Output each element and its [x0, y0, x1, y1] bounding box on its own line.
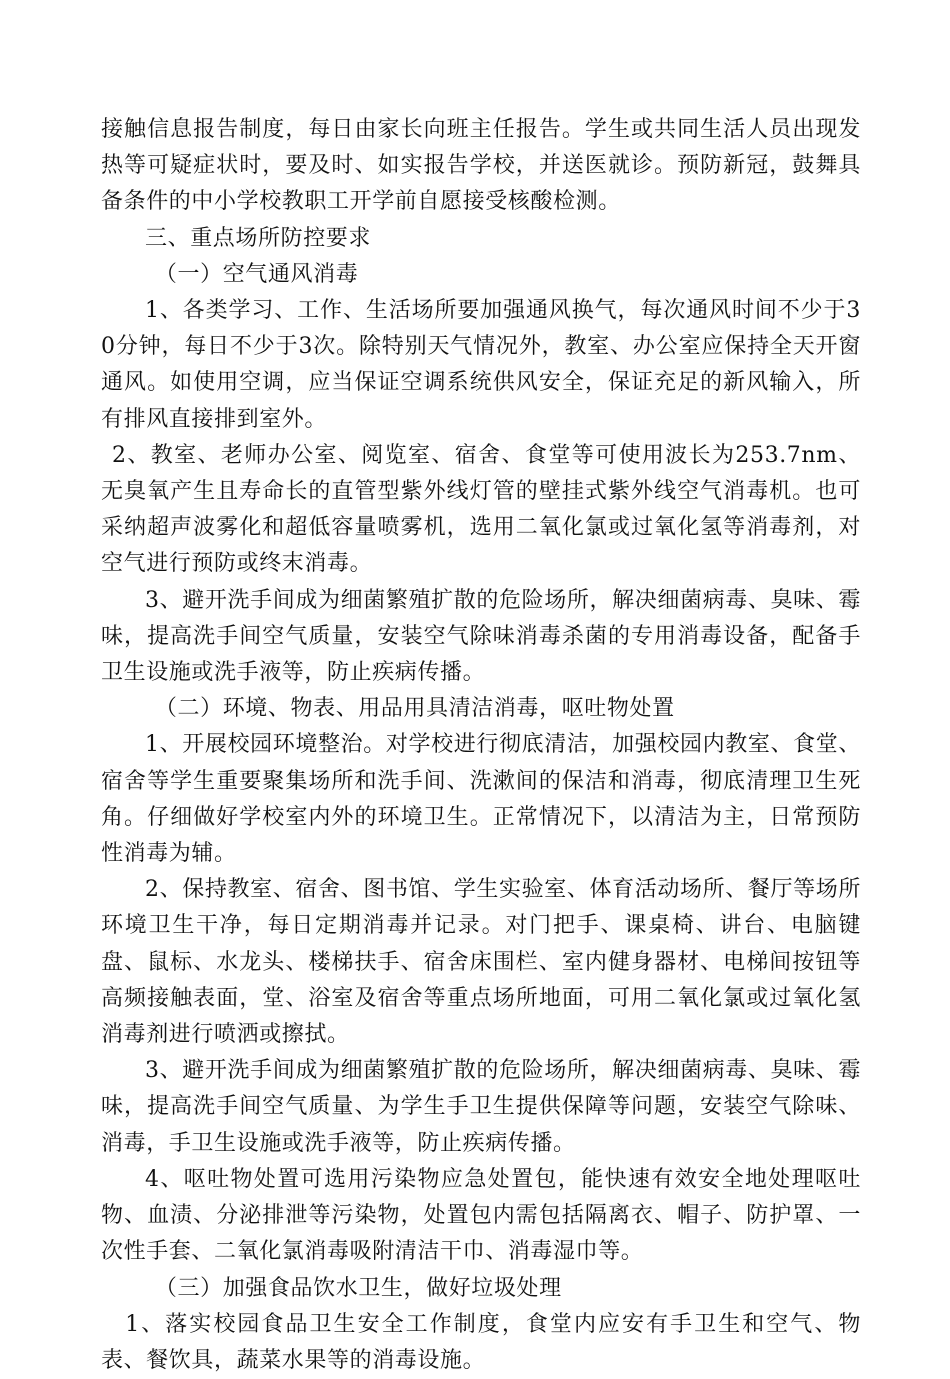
subheading-food: （三）加强食品饮水卫生，做好垃圾处理	[154, 1275, 562, 1301]
paragraph-cleaning-2: 2、保持教室、宿舍、图书馆、学生实验室、体育活动场所、餐厅等场所环境卫生干净，每日定期消毒并记录。对门把手、课桌椅、讲台、电脑键盘、鼠标、水龙头、楼梯扶手、宿舍床围栏、室内健身器材、电梯间按钮等高频接触表面，堂、浴室及宿舍等重点场所地面，可用二氧化氯或过氧化氢消毒剂进行喷洒或擦拭。	[101, 877, 861, 1048]
subheading-cleaning: （二）环境、物表、用品用具清洁消毒，呕吐物处置	[154, 696, 675, 722]
document-body	[101, 112, 861, 1379]
subheading-ventilation: （一）空气通风消毒	[154, 261, 359, 287]
paragraph-cleaning-4: 4、呕吐物处置可选用污染物应急处置包，能快速有效安全地处理呕吐物、血渍、分泌排泄等污染物，处置包内需包括隔离衣、帽子、防护罩、一次性手套、二氧化氯消毒吸附清洁干巾、消毒湿巾等。	[101, 1166, 861, 1265]
paragraph-reporting: 接触信息报告制度，每日由家长向班主任报告。学生或共同生活人员出现发热等可疑症状时，要及时、如实报告学校，并送医就诊。预防新冠，鼓舞具备条件的中小学校教职工开学前自愿接受核酸检测。	[101, 117, 861, 215]
paragraph-ventilation-1: 1、各类学习、工作、生活场所要加强通风换气，每次通风时间不少于30分钟，每日不少于3次。除特别天气情况外，教室、办公室应保持全天开窗通风。如使用空调，应当保证空调系统供风安全，保证充足的新风输入，所有排风直接排到室外。	[101, 298, 861, 432]
paragraph-ventilation-2: 2、教室、老师办公室、阅览室、宿舍、食堂等可使用波长为253.7nm、无臭氧产生且寿命长的直管型紫外线灯管的壁挂式紫外线空气消毒机。也可采纳超声波雾化和超低容量喷雾机，选用二氧化氯或过氧化氢等消毒剂，对空气进行预防或终末消毒。	[101, 442, 861, 577]
section-heading-key-places: 三、重点场所防控要求	[145, 225, 372, 251]
paragraph-food-1: 1、落实校园食品卫生安全工作制度，食堂内应安有手卫生和空气、物表、餐饮具，蔬菜水果等的消毒设施。	[101, 1311, 861, 1373]
paragraph-cleaning-3: 3、避开洗手间成为细菌繁殖扩散的危险场所，解决细菌病毒、臭味、霉味，提高洗手间空气质量、为学生手卫生提供保障等问题，安装空气除味、消毒，手卫生设施或洗手液等，防止疾病传播。	[101, 1058, 861, 1156]
paragraph-cleaning-1: 1、开展校园环境整治。对学校进行彻底清洁，加强校园内教室、食堂、宿舍等学生重要聚集场所和洗手间、洗漱间的保洁和消毒，彻底清理卫生死角。仔细做好学校室内外的环境卫生。正常情况下，以清洁为主，日常预防性消毒为辅。	[101, 732, 861, 867]
paragraph-ventilation-3: 3、避开洗手间成为细菌繁殖扩散的危险场所，解决细菌病毒、臭味、霉味，提高洗手间空气质量，安装空气除味消毒杀菌的专用消毒设备，配备手卫生设施或洗手液等，防止疾病传播。	[101, 587, 861, 686]
